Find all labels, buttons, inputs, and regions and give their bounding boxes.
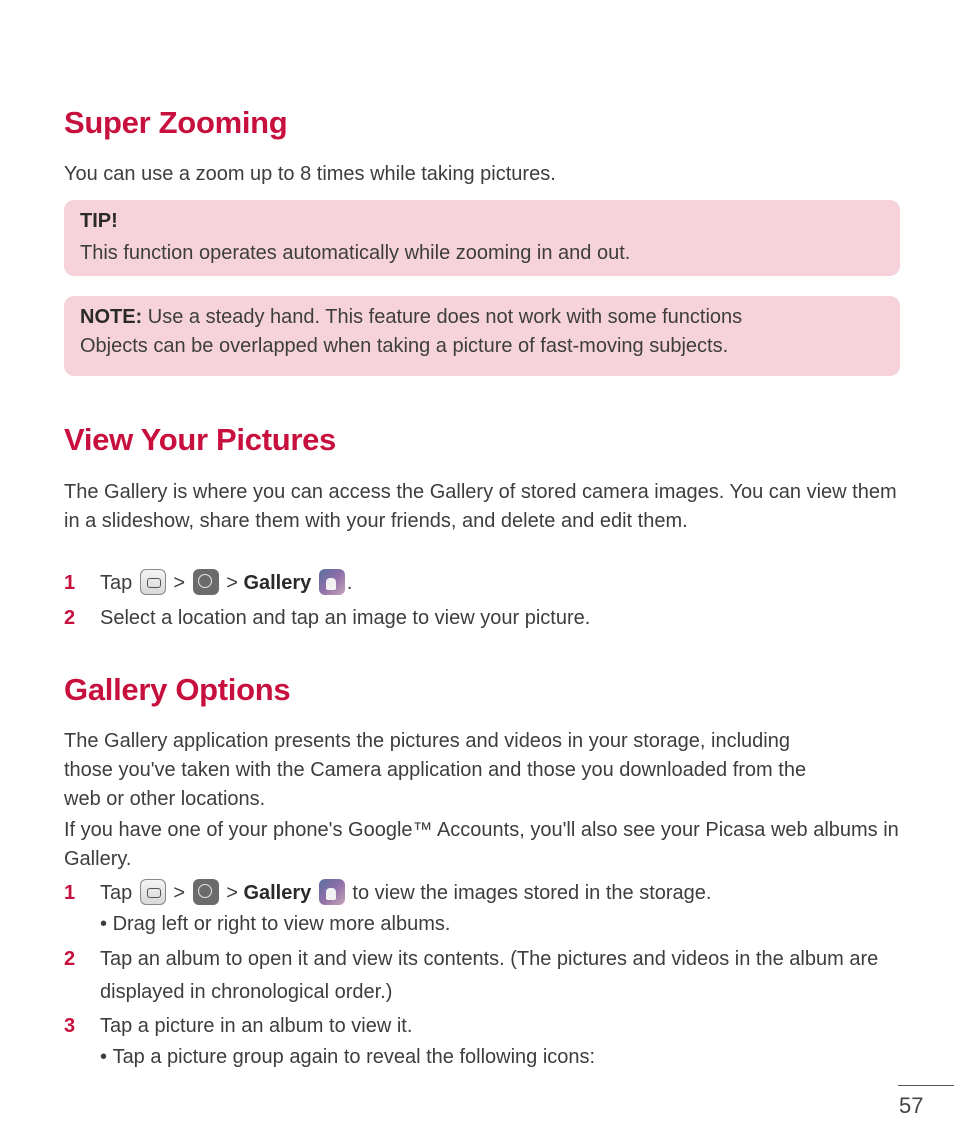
tip-label: TIP! bbox=[80, 210, 118, 232]
page-number-rule bbox=[898, 1085, 954, 1086]
apps-icon bbox=[193, 879, 219, 905]
gallery-options-para-2: If you have one of your phone's Google™ Accounts, you'll also see your Picasa web albums in Gallery. bbox=[64, 819, 899, 870]
step-number: 3 bbox=[64, 1015, 76, 1037]
apps-icon bbox=[193, 569, 219, 595]
super-zooming-intro: You can use a zoom up to 8 times while taking pictures. bbox=[64, 163, 556, 185]
view-pictures-intro: The Gallery is where you can access the Gallery of stored camera images. You can view them in a slideshow, share them with your friends, and delete and edit them. bbox=[64, 481, 897, 532]
gallery-step-1-bullet: • Drag left or right to view more albums. bbox=[100, 913, 451, 935]
step-number: 1 bbox=[64, 882, 76, 904]
section-title-super-zooming: Super Zooming bbox=[64, 105, 288, 140]
section-title-view-pictures: View Your Pictures bbox=[64, 422, 336, 457]
section-title-gallery-options: Gallery Options bbox=[64, 672, 291, 707]
note-label: NOTE: bbox=[80, 306, 143, 328]
step-number: 1 bbox=[64, 572, 76, 594]
note-box bbox=[64, 296, 900, 376]
note-line-1: NOTE: Use a steady hand. This feature does not work with some functions bbox=[80, 306, 743, 328]
home-icon bbox=[140, 569, 166, 595]
page-number: 57 bbox=[899, 1093, 924, 1118]
step-number: 2 bbox=[64, 607, 76, 629]
step-number: 2 bbox=[64, 948, 76, 970]
note-line-2: Objects can be overlapped when taking a picture of fast-moving subjects. bbox=[80, 335, 729, 357]
gallery-icon bbox=[319, 569, 345, 595]
step-text: Tap a picture in an album to view it. bbox=[100, 1015, 413, 1037]
home-icon bbox=[140, 879, 166, 905]
gallery-step-3-bullet: • Tap a picture group again to reveal the following icons: bbox=[100, 1046, 596, 1068]
gallery-icon bbox=[319, 879, 345, 905]
gallery-label: Gallery bbox=[243, 882, 312, 904]
step-text: Tap an album to open it and view its contents. (The pictures and videos in the album are displayed in chronological order.) bbox=[100, 948, 879, 1003]
gallery-options-para-1: The Gallery application presents the pictures and videos in your storage, including those you've taken with the Camera application and those you downloaded from the web or other locations. bbox=[64, 730, 807, 810]
tip-box bbox=[64, 200, 900, 276]
gallery-label: Gallery bbox=[243, 572, 312, 594]
tip-text: This function operates automatically while zooming in and out. bbox=[80, 242, 631, 264]
step-text: Select a location and tap an image to view your picture. bbox=[100, 607, 591, 629]
